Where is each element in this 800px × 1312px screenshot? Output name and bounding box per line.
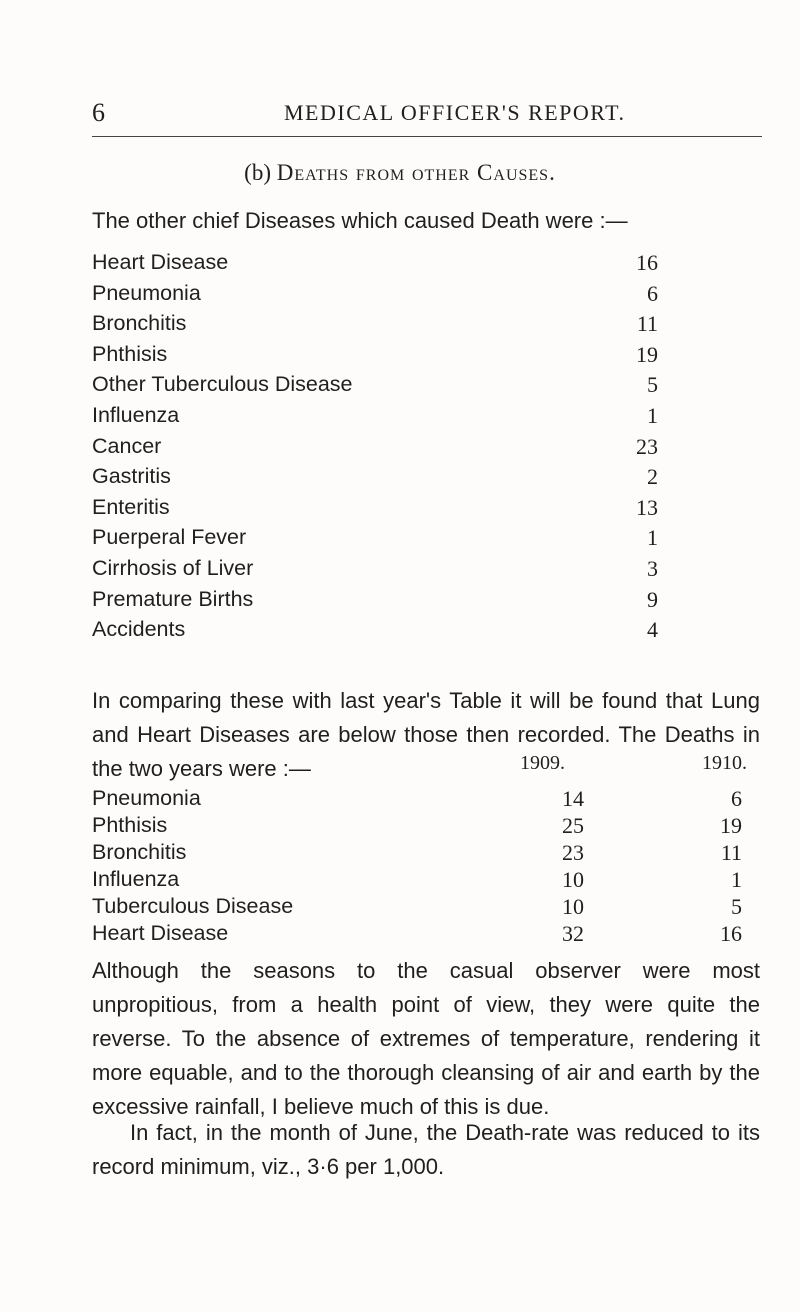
cause-name: Cancer <box>92 434 169 459</box>
cause-count: 19 <box>636 341 658 367</box>
page-number: 6 <box>92 98 105 127</box>
cause-name: Puerperal Fever <box>92 525 254 550</box>
cause-name: Pneumonia <box>92 281 209 306</box>
cause-row <box>92 342 658 372</box>
value-1910: 1 <box>731 867 742 892</box>
running-title: MEDICAL OFFICER'S REPORT. <box>284 100 626 125</box>
cause-name: Heart Disease <box>92 250 236 275</box>
comparison-row <box>92 840 754 870</box>
cause-row <box>92 403 658 433</box>
comparison-name: Phthisis <box>92 813 168 837</box>
comparison-name: Pneumonia <box>92 786 201 810</box>
cause-row <box>92 372 658 402</box>
comparison-intro: In comparing these with last year's Table it will be found that Lung and Heart Diseases are below those then recorded. The Deaths in the two years were :— <box>92 688 760 781</box>
cause-name: Phthisis <box>92 342 175 367</box>
cause-count: 11 <box>636 311 658 337</box>
section-title <box>0 160 800 186</box>
comparison-row <box>92 921 754 951</box>
value-1910: 5 <box>731 894 742 919</box>
cause-count: 13 <box>636 494 658 520</box>
section-prefix: (b) <box>244 160 271 185</box>
cause-row <box>92 311 658 341</box>
value-1910: 16 <box>720 921 742 946</box>
cause-name: Premature Births <box>92 587 261 612</box>
cause-name: Accidents <box>92 617 193 642</box>
cause-row <box>92 587 658 617</box>
cause-row <box>92 495 658 525</box>
cause-count: 9 <box>647 586 658 612</box>
column-head-1909: 1909. <box>520 752 565 774</box>
paragraph-seasons: Although the seasons to the casual observer were most unpropitious, from a health point of view, they were quite the reverse. To the absence of extremes of temperature, rendering it more equable, and to the thorough cleansing of air and earth by the excessive rainfall, I believe much of this is due. <box>92 958 760 1119</box>
cause-row <box>92 556 658 586</box>
header-rule <box>92 136 762 137</box>
cause-name: Gastritis <box>92 464 179 489</box>
cause-name: Enteritis <box>92 495 178 520</box>
comparison-name: Influenza <box>92 867 180 891</box>
section-heading: Deaths from other Causes. <box>276 160 556 185</box>
cause-count: 4 <box>647 617 658 643</box>
intro-text: The other chief Diseases which caused Death were :— <box>92 208 628 233</box>
comparison-row <box>92 894 754 924</box>
cause-name: Bronchitis <box>92 311 194 336</box>
value-1909: 10 <box>562 867 584 892</box>
value-1910: 6 <box>731 786 742 811</box>
comparison-name: Bronchitis <box>92 840 187 864</box>
comparison-name: Heart Disease <box>92 921 229 945</box>
cause-row <box>92 617 658 647</box>
cause-count: 2 <box>647 464 658 490</box>
cause-count: 1 <box>647 403 658 428</box>
cause-name: Cirrhosis of Liver <box>92 556 261 581</box>
cause-name: Influenza <box>92 403 187 428</box>
cause-row <box>92 464 658 494</box>
cause-name: Other Tuberculous Disease <box>92 372 361 397</box>
comparison-row <box>92 813 754 843</box>
value-1909: 23 <box>562 840 584 865</box>
cause-row <box>92 281 658 311</box>
comparison-row <box>92 786 754 816</box>
value-1910: 19 <box>720 813 742 838</box>
value-1910: 11 <box>720 840 742 865</box>
cause-count: 3 <box>647 556 658 581</box>
value-1909: 32 <box>562 921 584 946</box>
comparison-row <box>92 867 754 897</box>
paragraph-death-rate: In fact, in the month of June, the Death-rate was reduced to its record minimum, viz., 3·6 per 1,000. <box>92 1120 760 1179</box>
column-head-1910: 1910. <box>702 752 747 774</box>
cause-count: 1 <box>647 525 658 551</box>
value-1909: 10 <box>562 894 584 919</box>
cause-count: 16 <box>636 250 658 275</box>
value-1909: 14 <box>562 786 584 811</box>
cause-row <box>92 250 658 280</box>
cause-count: 5 <box>647 372 658 398</box>
comparison-name: Tuberculous Disease <box>92 894 294 918</box>
value-1909: 25 <box>562 813 584 838</box>
cause-row <box>92 525 658 555</box>
page-header <box>92 98 760 134</box>
cause-count: 6 <box>647 280 658 306</box>
cause-count: 23 <box>636 433 658 459</box>
cause-row <box>92 434 658 464</box>
